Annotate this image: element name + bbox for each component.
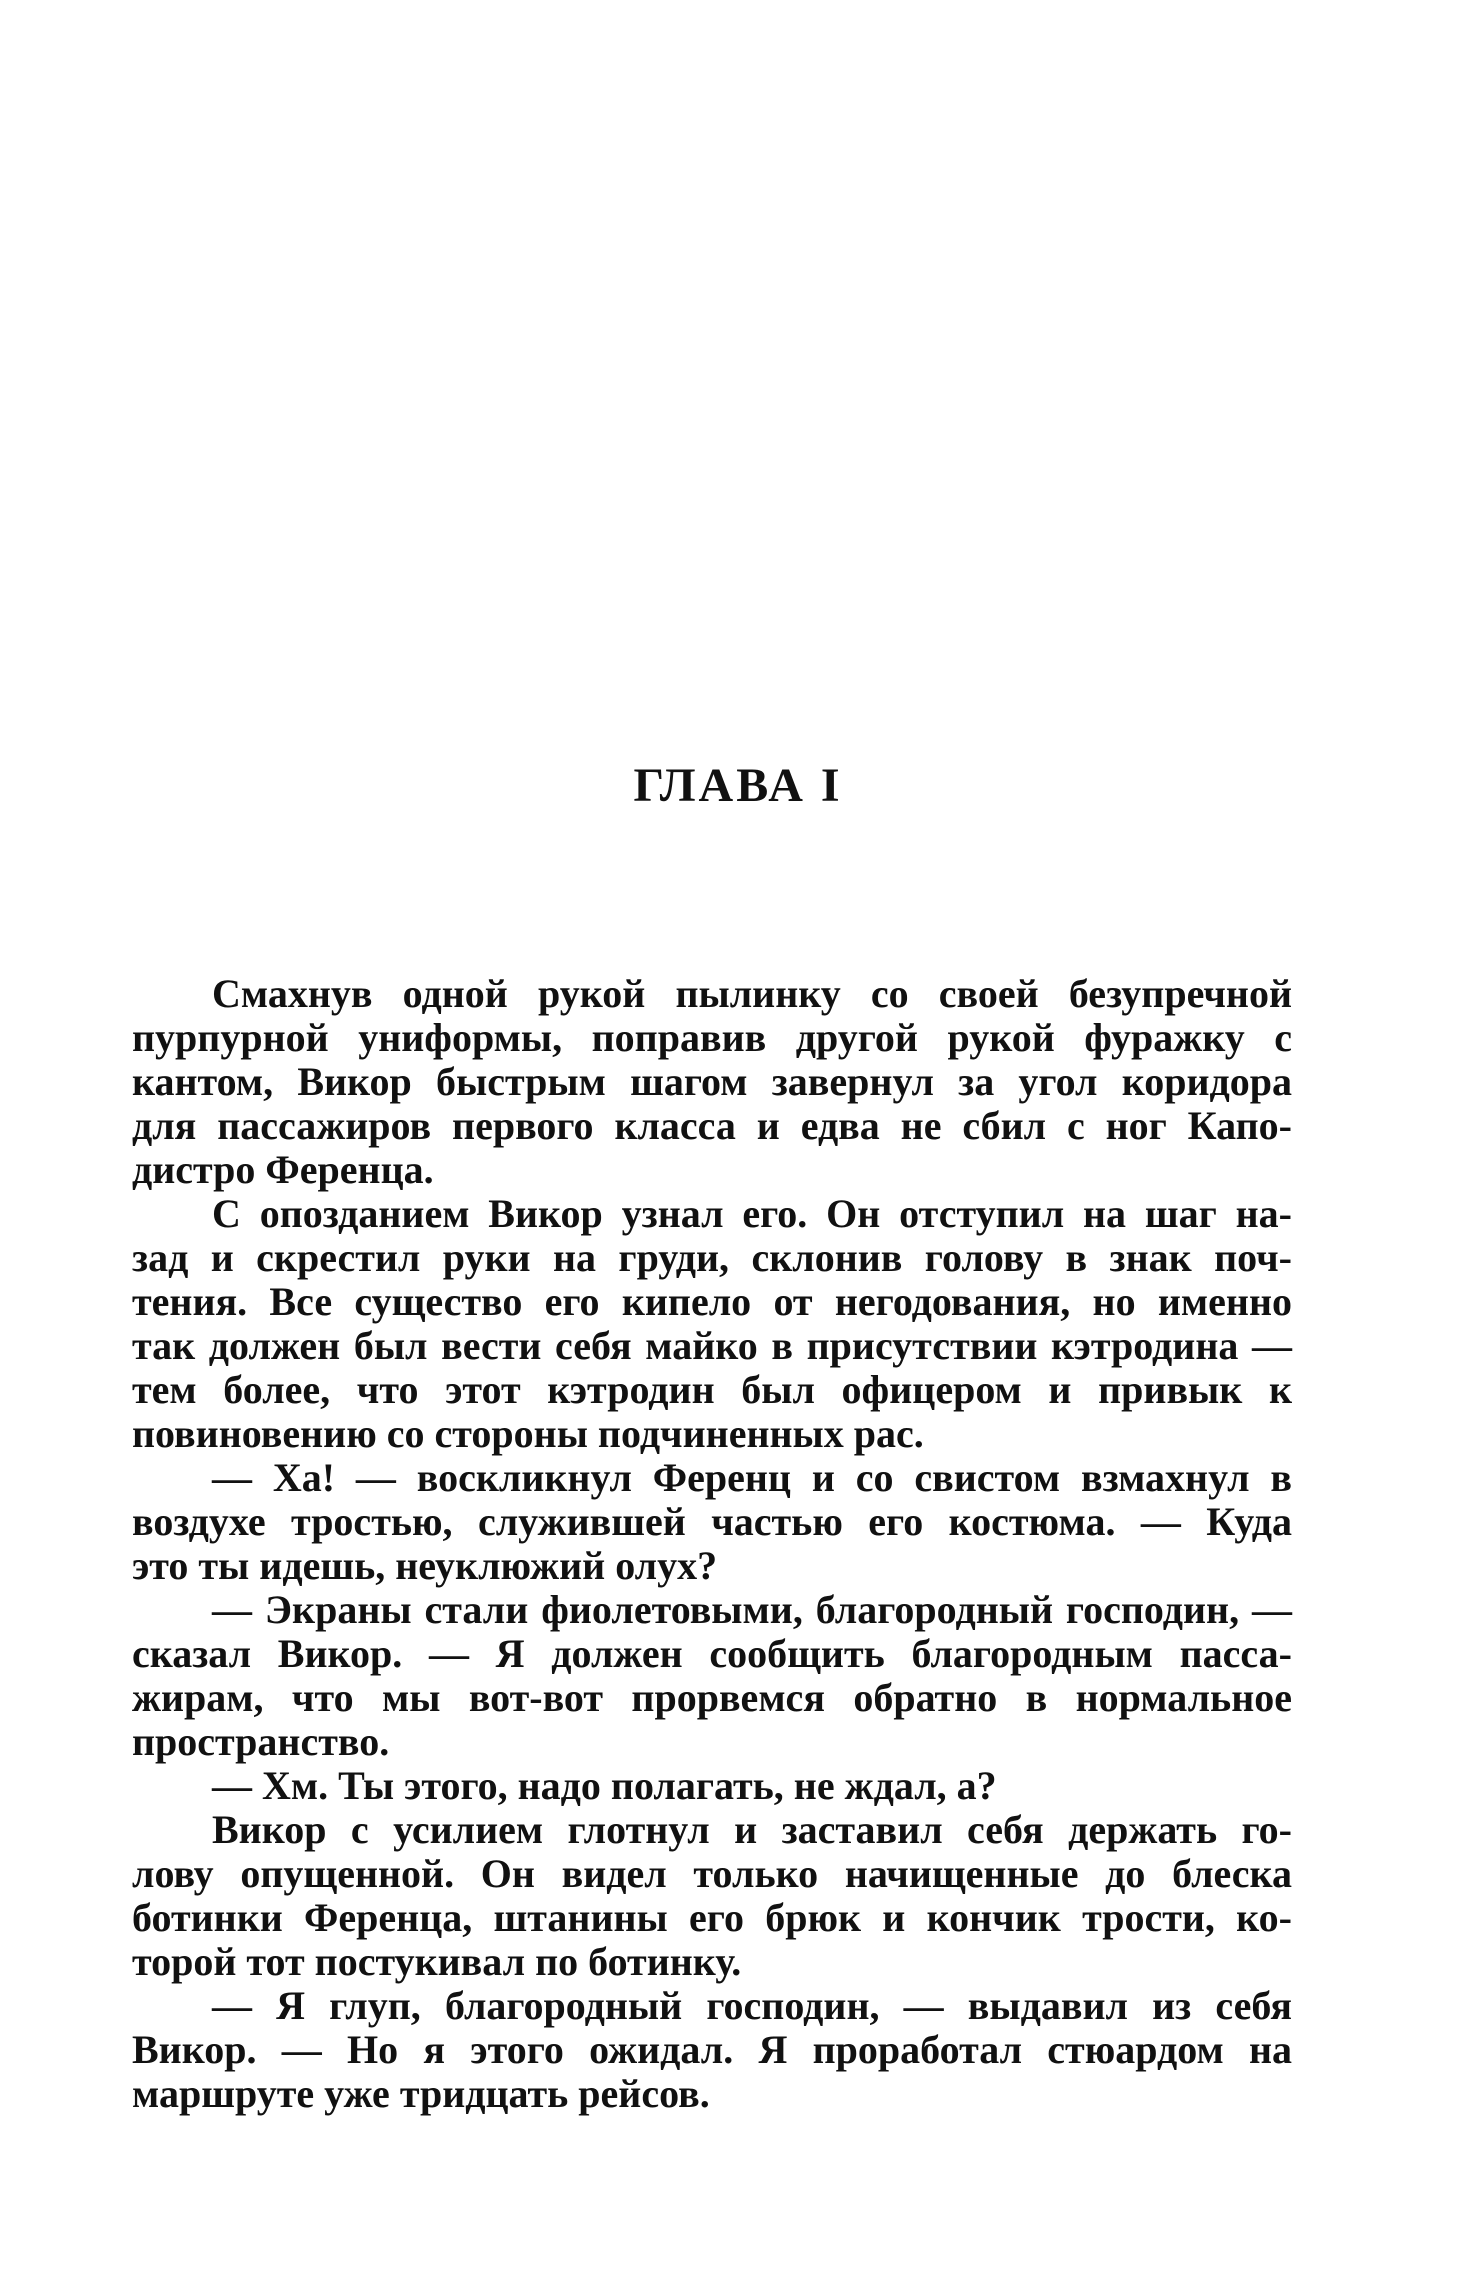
- text-line: — Я глуп, благородный господин, — выдавил из себя: [212, 1983, 1292, 2028]
- text-line: маршруте уже тридцать рейсов.: [132, 2071, 710, 2116]
- text-line: торой тот постукивал по ботинку.: [132, 1939, 742, 1984]
- text-line: Викор с усилием глотнул и заставил себя держать го-: [212, 1807, 1292, 1852]
- text-line: тем более, что этот кэтродин был офицером и привык к: [132, 1367, 1292, 1412]
- text-line: С опозданием Викор узнал его. Он отступил на шаг на-: [212, 1191, 1292, 1236]
- text-line: ботинки Ференца, штанины его брюк и кончик трости, ко-: [132, 1895, 1292, 1940]
- text-line: пространство.: [132, 1719, 390, 1764]
- text-line: жирам, что мы вот-вот прорвемся обратно в нормальное: [132, 1675, 1292, 1720]
- text-line: Викор. — Но я этого ожидал. Я проработал стюардом на: [132, 2027, 1292, 2072]
- text-line: пурпурной униформы, поправив другой рукой фуражку с: [132, 1015, 1292, 1060]
- text-line: повиновению со стороны подчиненных рас.: [132, 1411, 924, 1456]
- text-line: сказал Викор. — Я должен сообщить благородным пасса-: [132, 1631, 1292, 1676]
- chapter-title: ГЛАВА I: [633, 759, 843, 812]
- text-line: дистро Ференца.: [132, 1147, 434, 1192]
- text-line: так должен был вести себя майко в присутствии кэтродина —: [132, 1323, 1292, 1368]
- text-line: Смахнув одной рукой пылинку со своей безупречной: [212, 971, 1292, 1016]
- chapter-text: [132, 972, 1292, 2116]
- text-line: — Ха! — воскликнул Ференц и со свистом взмахнул в: [212, 1455, 1292, 1500]
- text-line: это ты идешь, неуклюжий олух?: [132, 1543, 718, 1588]
- text-line: воздухе тростью, служившей частью его костюма. — Куда: [132, 1499, 1292, 1544]
- text-line: для пассажиров первого класса и едва не сбил с ног Капо-: [132, 1103, 1292, 1148]
- text-line: кантом, Викор быстрым шагом завернул за угол коридора: [132, 1059, 1292, 1104]
- text-line: — Экраны стали фиолетовыми, благородный господин, —: [212, 1587, 1292, 1632]
- text-line: лову опущенной. Он видел только начищенные до блеска: [132, 1851, 1292, 1896]
- text-line: — Хм. Ты этого, надо полагать, не ждал, а?: [212, 1763, 997, 1808]
- text-line: тения. Все существо его кипело от негодования, но именно: [132, 1279, 1292, 1324]
- text-line: зад и скрестил руки на груди, склонив голову в знак поч-: [132, 1235, 1292, 1280]
